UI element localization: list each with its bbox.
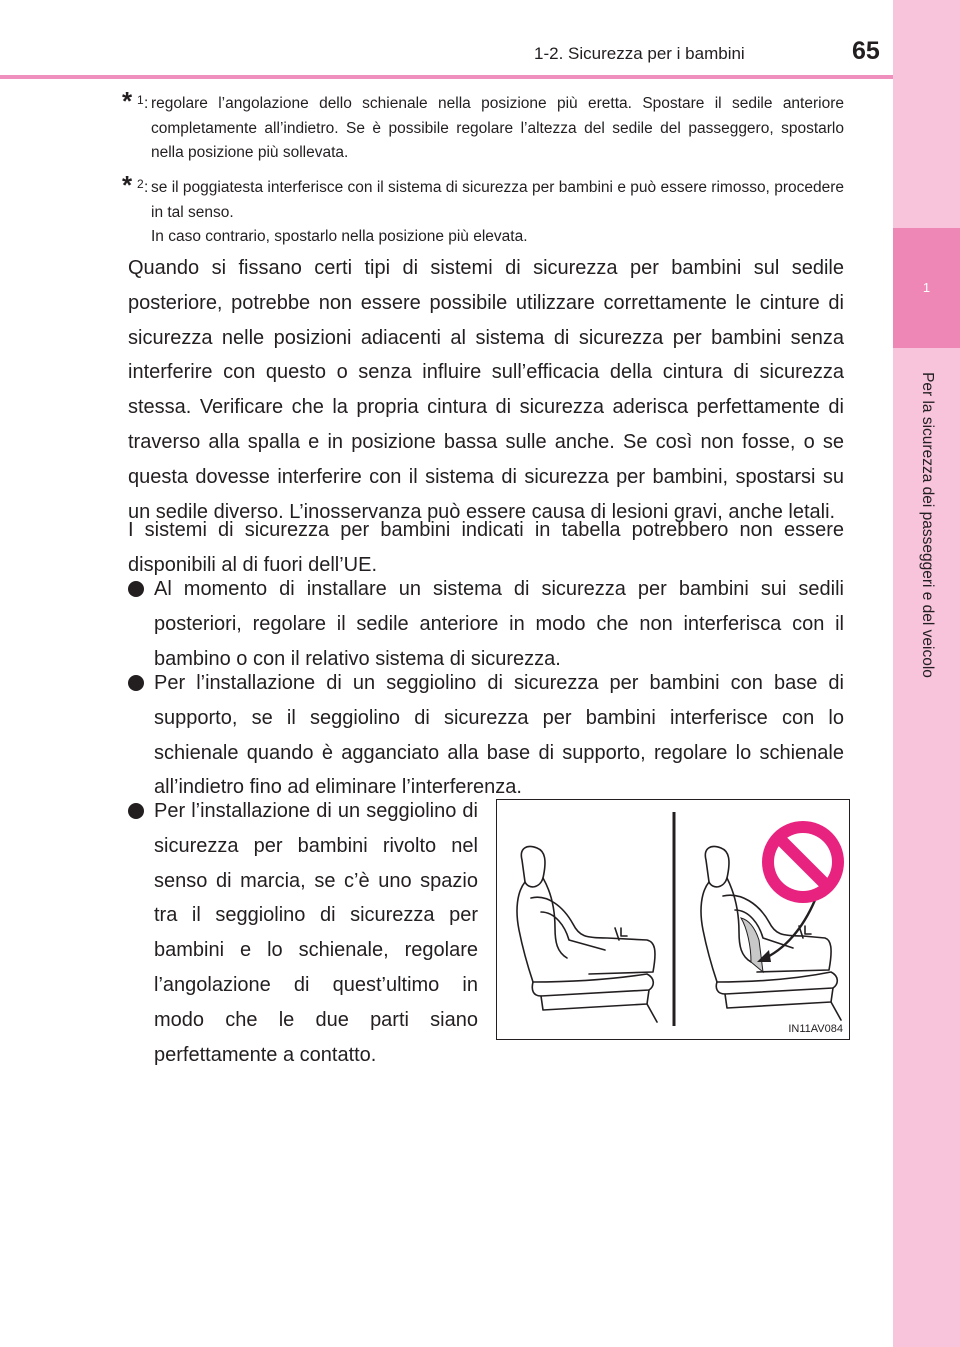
header-divider [0,75,893,79]
footnote-2 [122,170,844,250]
bullet-icon [128,803,144,819]
bullet-icon [128,581,144,597]
bullet-text: Per l’installazione di un seggiolino di sicurezza per bambini rivolto nel senso di marcia, se c’è uno spazio tra il seggiolino di sicurezza per bambini e lo schienale, regolare l’angolazione di quest’ultimo in modo che le due parti siano perfettamente a contatto. [154,800,478,1066]
footnote-index: 1 [137,93,144,107]
bullet-icon [128,675,144,691]
gap-highlight [741,918,763,972]
footnote-marker: * [122,170,133,200]
prohibited-icon [762,821,844,903]
body-paragraph-warning: Quando si fissano certi tipi di sistemi di sicurezza per bambini sul sedile posteriore, potrebbe non essere possibile utilizzare correttamente le cinture di sicurezza nelle posizioni adiacenti al sistema di sicurezza per bambini senza interferire con questo o senza influire sull’efficacia della cintura di sicurezza stessa. Verificare che la propria cintura di sicurezza aderisca perfettamente di traverso alla spalla e in posizione bassa sulle anche. Se così non fosse, o se questa dovesse interferire con il sistema di sicurezza per bambini, spostarsi su un sedile diverso. L’inosservanza può essere causa di lesioni gravi, anche letali. [128,257,844,523]
seat-illustration [496,799,850,1040]
seat-correct-drawing [517,847,657,1023]
seat-illustration-drawing [497,800,851,1041]
page-number: 65 [852,37,880,65]
bullet-item-support-base [128,666,844,805]
footnote-1 [122,86,844,166]
chapter-tab-number: 1 [922,280,931,295]
footnote-text-continued: In caso contrario, spostarlo nella posizione più elevata. [151,228,528,245]
footnote-colon: : [144,179,149,196]
footnote-marker: * [122,86,133,116]
figure-code: IN11AV084 [788,1023,843,1035]
bullet-text: Per l’installazione di un seggiolino di sicurezza per bambini con base di supporto, se il seggiolino di sicurezza per bambini interferisce con lo schienale quando è agganciato alla base di supporto, regolare lo schienale all’indietro fino ad eliminare l’interferenza. [154,672,844,799]
body-paragraph-availability: I sistemi di sicurezza per bambini indicati in tabella potrebbero non essere disponibili al di fuori dell’UE. [128,519,844,576]
bullet-item-forward-facing [128,794,478,1072]
footnote-text: regolare l’angolazione dello schienale nella posizione più eretta. Spostare il sedile anteriore completamente all’indietro. Se è possibile regolare l’altezza del sedile del passeggero, spostarlo nella posizione più sollevata. [151,95,844,161]
chapter-tab-label: Per la sicurezza dei passeggeri e del veicolo [919,372,936,678]
bullet-item-front-seat [128,572,844,676]
footnote-index: 2 [137,177,144,191]
footnote-colon: : [144,95,149,112]
bullet-text: Al momento di installare un sistema di sicurezza per bambini sui sedili posteriori, regolare il sedile anteriore in modo che non interferisca con il bambino o con il relativo sistema di sicurezza. [154,578,844,670]
footnote-text: se il poggiatesta interferisce con il sistema di sicurezza per bambini e può essere rimosso, procedere in tal senso. [151,179,844,221]
running-header-section: 1-2. Sicurezza per i bambini [534,44,745,63]
